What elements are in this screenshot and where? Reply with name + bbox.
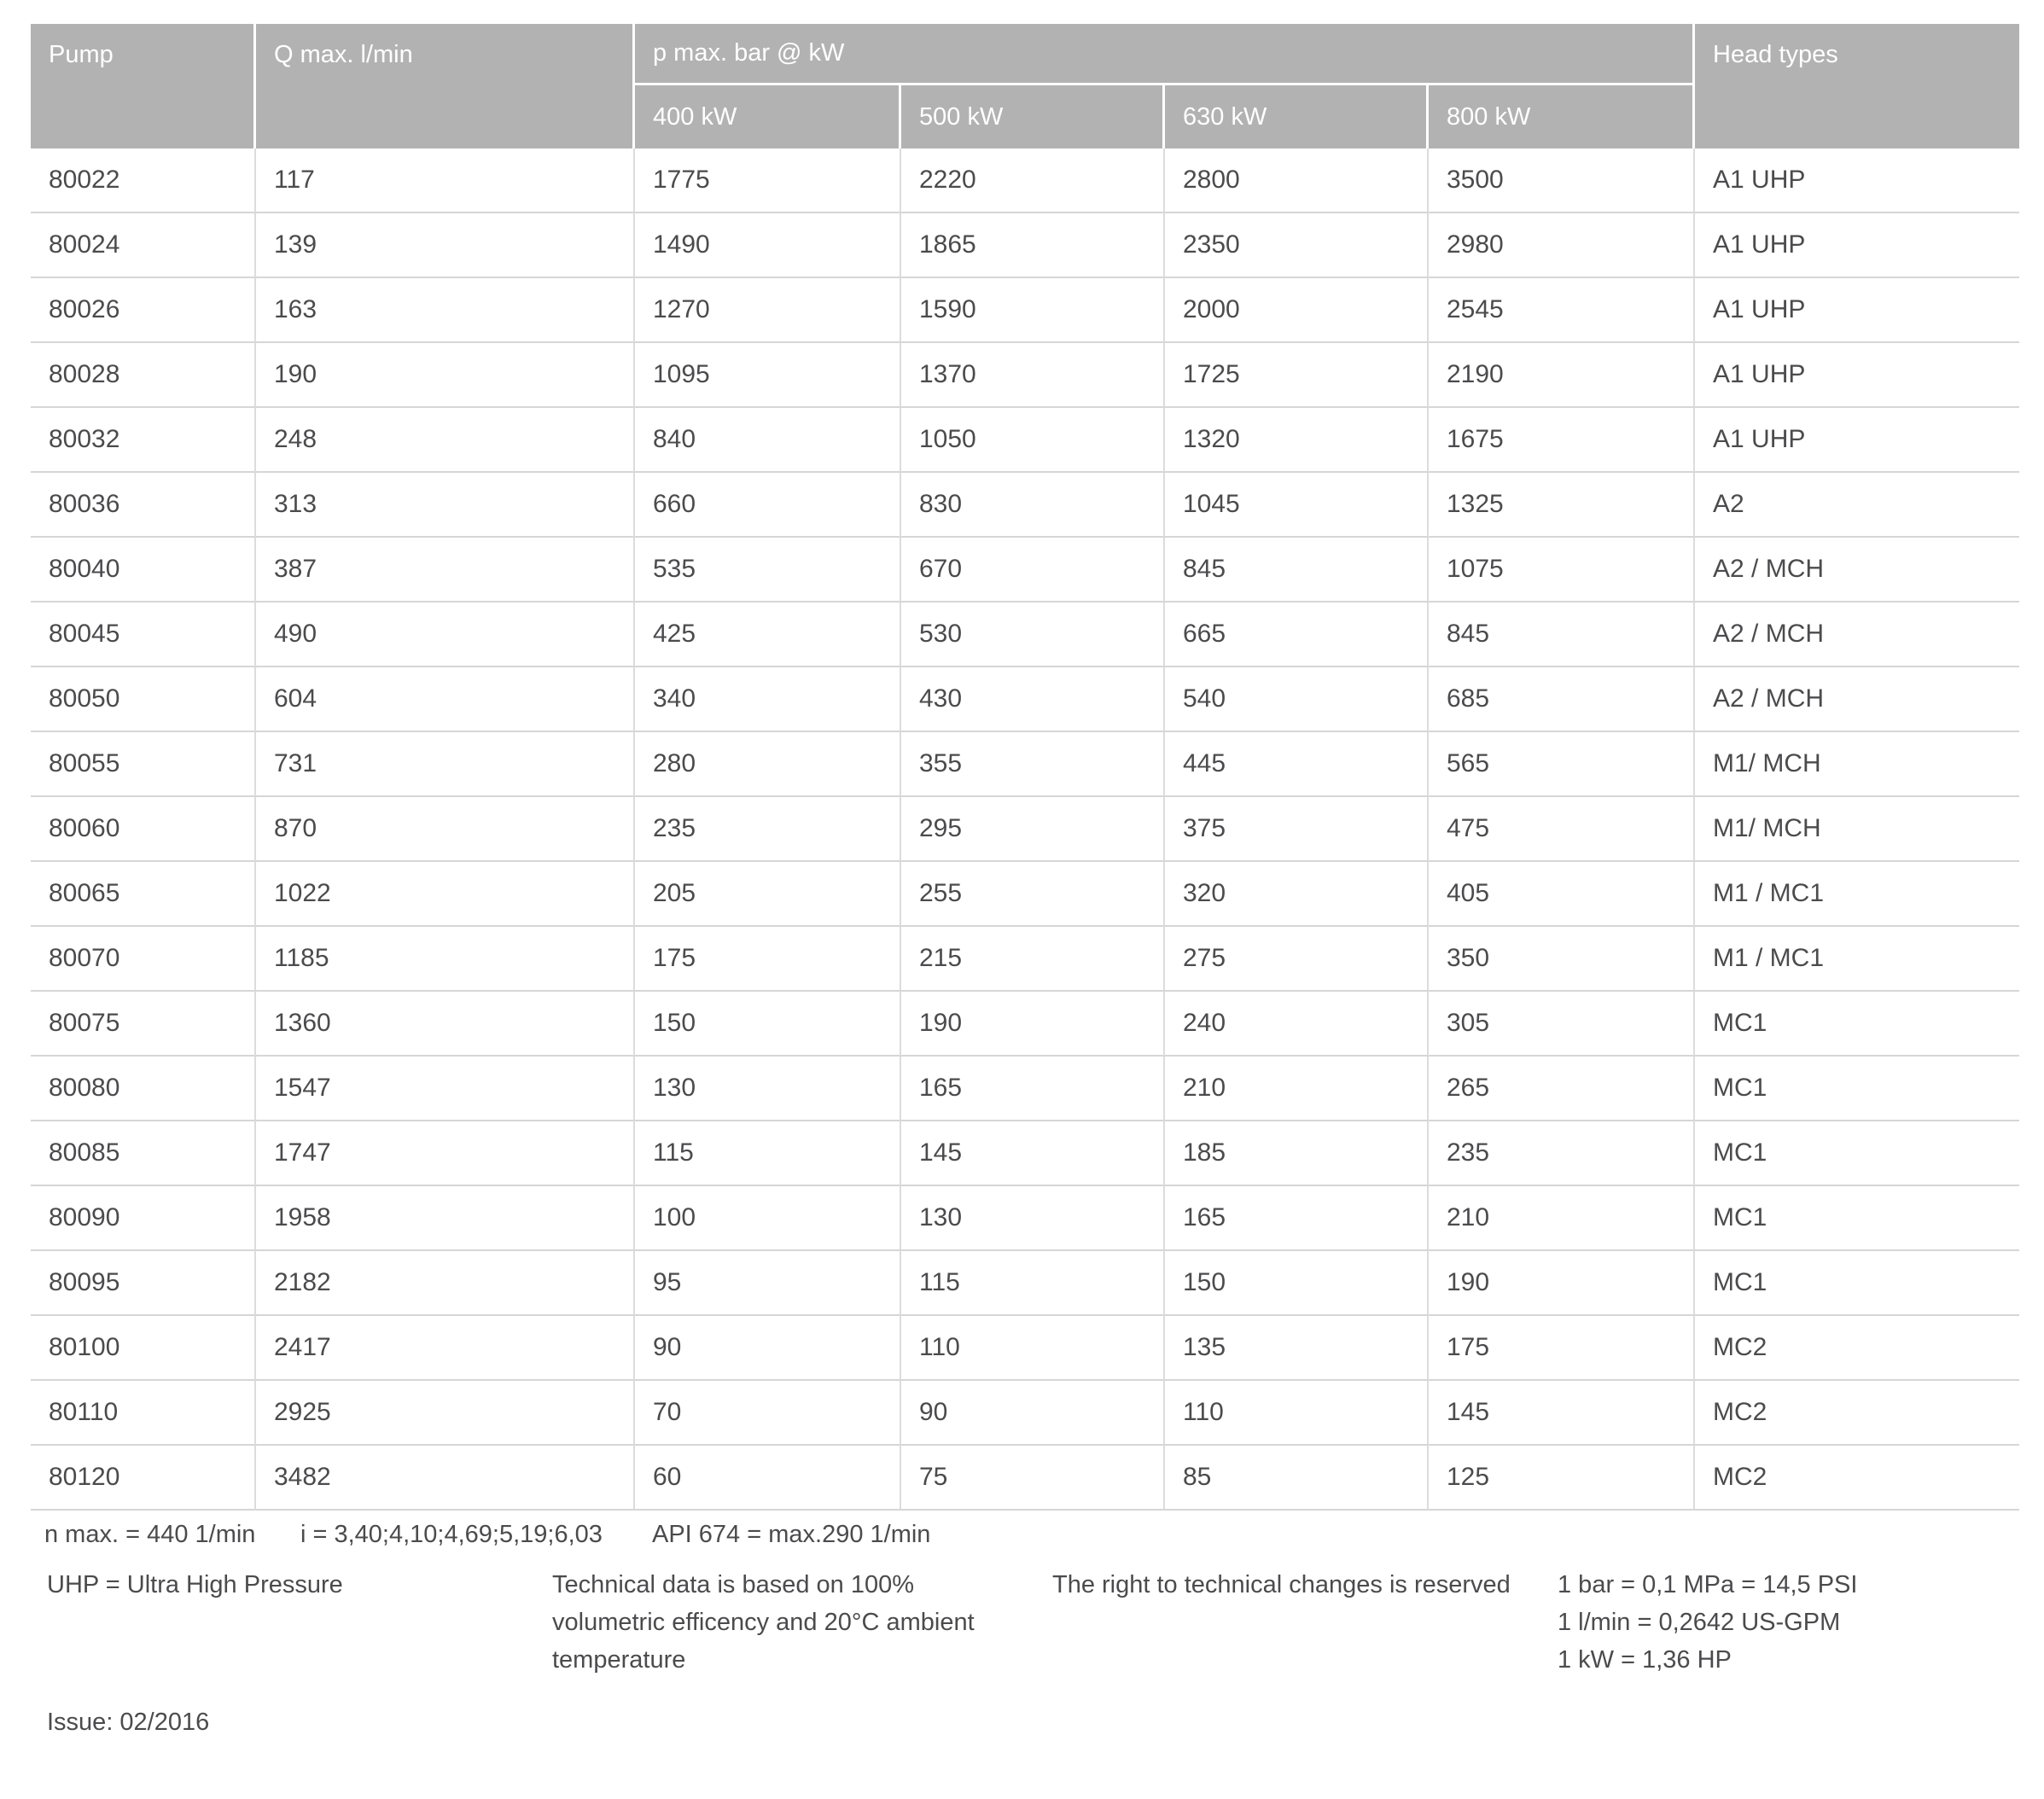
cell-pump: 80085	[31, 1121, 256, 1186]
cell-p630: 135	[1165, 1316, 1429, 1381]
cell-p500: 190	[901, 992, 1165, 1057]
cell-p800: 3500	[1429, 148, 1695, 213]
cell-pump: 80100	[31, 1316, 256, 1381]
cell-p800: 1075	[1429, 538, 1695, 603]
cell-pump: 80065	[31, 862, 256, 927]
cell-p500: 1865	[901, 213, 1165, 278]
cell-pump: 80075	[31, 992, 256, 1057]
cell-p500: 830	[901, 473, 1165, 538]
cell-p800: 1325	[1429, 473, 1695, 538]
cell-p630: 240	[1165, 992, 1429, 1057]
conversion-kw: 1 kW = 1,36 HP	[1558, 1646, 1732, 1674]
cell-q: 163	[256, 278, 635, 343]
cell-p400: 1490	[635, 213, 901, 278]
cell-p500: 430	[901, 667, 1165, 732]
footnote-technical: Technical data is based on 100% volumetric efficency and 20°C ambient temperature	[552, 1571, 975, 1674]
cell-p400: 60	[635, 1446, 901, 1511]
cell-q: 313	[256, 473, 635, 538]
cell-p630: 210	[1165, 1057, 1429, 1121]
table-row	[31, 148, 2019, 213]
column-header-500kw: 500 kW	[901, 85, 1165, 148]
cell-p800: 565	[1429, 732, 1695, 797]
cell-q: 117	[256, 148, 635, 213]
cell-p400: 90	[635, 1316, 901, 1381]
cell-p630: 150	[1165, 1251, 1429, 1316]
cell-head: A1 UHP	[1695, 213, 2019, 278]
table-header	[31, 24, 2019, 148]
cell-p800: 305	[1429, 992, 1695, 1057]
footnote-api-674: API 674 = max.290 1/min	[652, 1521, 931, 1548]
cell-p500: 115	[901, 1251, 1165, 1316]
cell-p500: 215	[901, 927, 1165, 992]
cell-p400: 1095	[635, 343, 901, 408]
table-row	[31, 408, 2019, 473]
cell-q: 3482	[256, 1446, 635, 1511]
cell-head: MC1	[1695, 1186, 2019, 1251]
cell-p800: 235	[1429, 1121, 1695, 1186]
cell-p500: 165	[901, 1057, 1165, 1121]
cell-p630: 185	[1165, 1121, 1429, 1186]
cell-p630: 85	[1165, 1446, 1429, 1511]
cell-p800: 350	[1429, 927, 1695, 992]
column-header-630kw: 630 kW	[1165, 85, 1429, 148]
cell-pump: 80090	[31, 1186, 256, 1251]
table-row	[31, 667, 2019, 732]
cell-p400: 100	[635, 1186, 901, 1251]
cell-q: 139	[256, 213, 635, 278]
cell-p400: 235	[635, 797, 901, 862]
cell-p400: 535	[635, 538, 901, 603]
cell-head: A1 UHP	[1695, 278, 2019, 343]
cell-pump: 80036	[31, 473, 256, 538]
cell-p800: 475	[1429, 797, 1695, 862]
cell-q: 2417	[256, 1316, 635, 1381]
footnote-rights: The right to technical changes is reserved	[1052, 1571, 1511, 1598]
cell-p500: 90	[901, 1381, 1165, 1446]
cell-pump: 80095	[31, 1251, 256, 1316]
cell-p400: 840	[635, 408, 901, 473]
cell-p630: 165	[1165, 1186, 1429, 1251]
table-row	[31, 213, 2019, 278]
table-row	[31, 1381, 2019, 1446]
cell-p500: 75	[901, 1446, 1165, 1511]
cell-pump: 80024	[31, 213, 256, 278]
cell-pump: 80060	[31, 797, 256, 862]
table-row	[31, 927, 2019, 992]
cell-p630: 1045	[1165, 473, 1429, 538]
cell-p800: 145	[1429, 1381, 1695, 1446]
table-row	[31, 992, 2019, 1057]
cell-q: 1022	[256, 862, 635, 927]
cell-head: M1/ MCH	[1695, 797, 2019, 862]
cell-q: 1185	[256, 927, 635, 992]
cell-q: 731	[256, 732, 635, 797]
cell-pump: 80070	[31, 927, 256, 992]
cell-p400: 70	[635, 1381, 901, 1446]
cell-q: 190	[256, 343, 635, 408]
conversion-lmin: 1 l/min = 0,2642 US-GPM	[1558, 1609, 1841, 1636]
cell-p630: 2800	[1165, 148, 1429, 213]
cell-head: M1/ MCH	[1695, 732, 2019, 797]
cell-p400: 1270	[635, 278, 901, 343]
cell-q: 248	[256, 408, 635, 473]
cell-head: A2 / MCH	[1695, 667, 2019, 732]
cell-pump: 80055	[31, 732, 256, 797]
conversion-list	[1558, 1566, 1857, 1679]
cell-pump: 80040	[31, 538, 256, 603]
table-row	[31, 1251, 2019, 1316]
cell-pump: 80045	[31, 603, 256, 667]
footnote-issue: Issue: 02/2016	[47, 1709, 210, 1736]
cell-p800: 125	[1429, 1446, 1695, 1511]
cell-p500: 530	[901, 603, 1165, 667]
cell-head: A1 UHP	[1695, 148, 2019, 213]
column-header-pump: Pump	[31, 24, 256, 148]
cell-p500: 670	[901, 538, 1165, 603]
cell-pump: 80022	[31, 148, 256, 213]
cell-p500: 255	[901, 862, 1165, 927]
cell-p800: 845	[1429, 603, 1695, 667]
column-header-pmax-group: p max. bar @ kW	[635, 24, 1695, 85]
cell-p630: 1320	[1165, 408, 1429, 473]
cell-p800: 2545	[1429, 278, 1695, 343]
column-header-800kw: 800 kW	[1429, 85, 1695, 148]
table-row	[31, 797, 2019, 862]
cell-q: 1747	[256, 1121, 635, 1186]
table-row	[31, 278, 2019, 343]
cell-q: 604	[256, 667, 635, 732]
table-row	[31, 1057, 2019, 1121]
cell-p500: 1590	[901, 278, 1165, 343]
cell-p400: 115	[635, 1121, 901, 1186]
cell-head: MC1	[1695, 992, 2019, 1057]
cell-head: M1 / MC1	[1695, 862, 2019, 927]
cell-pump: 80110	[31, 1381, 256, 1446]
table-row	[31, 1121, 2019, 1186]
cell-p500: 355	[901, 732, 1165, 797]
cell-q: 1547	[256, 1057, 635, 1121]
cell-p400: 150	[635, 992, 901, 1057]
cell-pump: 80028	[31, 343, 256, 408]
cell-p800: 175	[1429, 1316, 1695, 1381]
table-row	[31, 1186, 2019, 1251]
cell-head: M1 / MC1	[1695, 927, 2019, 992]
cell-head: MC1	[1695, 1057, 2019, 1121]
cell-pump: 80080	[31, 1057, 256, 1121]
column-header-qmax: Q max. l/min	[256, 24, 635, 148]
cell-head: A2	[1695, 473, 2019, 538]
cell-p630: 320	[1165, 862, 1429, 927]
cell-p800: 265	[1429, 1057, 1695, 1121]
table-row	[31, 732, 2019, 797]
cell-head: A1 UHP	[1695, 408, 2019, 473]
cell-p630: 2350	[1165, 213, 1429, 278]
cell-p630: 375	[1165, 797, 1429, 862]
cell-p400: 175	[635, 927, 901, 992]
cell-p500: 1050	[901, 408, 1165, 473]
table-row	[31, 1446, 2019, 1511]
cell-p800: 210	[1429, 1186, 1695, 1251]
cell-p630: 665	[1165, 603, 1429, 667]
cell-p500: 295	[901, 797, 1165, 862]
conversion-bar: 1 bar = 0,1 MPa = 14,5 PSI	[1558, 1571, 1858, 1598]
cell-p800: 685	[1429, 667, 1695, 732]
cell-p630: 845	[1165, 538, 1429, 603]
table-row	[31, 862, 2019, 927]
cell-p400: 1775	[635, 148, 901, 213]
cell-head: A2 / MCH	[1695, 603, 2019, 667]
cell-p800: 1675	[1429, 408, 1695, 473]
cell-head: MC1	[1695, 1251, 2019, 1316]
cell-p630: 445	[1165, 732, 1429, 797]
table-row	[31, 473, 2019, 538]
cell-p800: 405	[1429, 862, 1695, 927]
cell-head: MC1	[1695, 1121, 2019, 1186]
cell-head: A1 UHP	[1695, 343, 2019, 408]
cell-q: 1360	[256, 992, 635, 1057]
cell-p800: 190	[1429, 1251, 1695, 1316]
cell-head: MC2	[1695, 1381, 2019, 1446]
table-row	[31, 343, 2019, 408]
cell-head: MC2	[1695, 1316, 2019, 1381]
cell-p500: 110	[901, 1316, 1165, 1381]
cell-q: 2925	[256, 1381, 635, 1446]
table-row	[31, 603, 2019, 667]
cell-q: 870	[256, 797, 635, 862]
cell-p400: 280	[635, 732, 901, 797]
table-body	[31, 148, 2019, 1511]
cell-p400: 425	[635, 603, 901, 667]
cell-p400: 95	[635, 1251, 901, 1316]
table-row	[31, 538, 2019, 603]
cell-p500: 1370	[901, 343, 1165, 408]
cell-head: MC2	[1695, 1446, 2019, 1511]
footnote-uhp: UHP = Ultra High Pressure	[47, 1571, 343, 1598]
cell-p500: 145	[901, 1121, 1165, 1186]
cell-pump: 80032	[31, 408, 256, 473]
pump-spec-table	[31, 24, 2019, 1511]
cell-p800: 2190	[1429, 343, 1695, 408]
cell-p400: 205	[635, 862, 901, 927]
cell-p500: 2220	[901, 148, 1165, 213]
footnote-i-ratios: i = 3,40;4,10;4,69;5,19;6,03	[300, 1521, 603, 1548]
cell-p800: 2980	[1429, 213, 1695, 278]
cell-p400: 130	[635, 1057, 901, 1121]
cell-p630: 540	[1165, 667, 1429, 732]
cell-p630: 1725	[1165, 343, 1429, 408]
cell-pump: 80050	[31, 667, 256, 732]
table-row	[31, 1316, 2019, 1381]
cell-pump: 80120	[31, 1446, 256, 1511]
footnote-n-max: n max. = 440 1/min	[44, 1521, 256, 1548]
cell-pump: 80026	[31, 278, 256, 343]
cell-q: 490	[256, 603, 635, 667]
cell-head: A2 / MCH	[1695, 538, 2019, 603]
cell-q: 387	[256, 538, 635, 603]
cell-p630: 2000	[1165, 278, 1429, 343]
cell-p630: 275	[1165, 927, 1429, 992]
column-header-head-types: Head types	[1695, 24, 2019, 148]
cell-p630: 110	[1165, 1381, 1429, 1446]
cell-q: 2182	[256, 1251, 635, 1316]
cell-p500: 130	[901, 1186, 1165, 1251]
cell-p400: 660	[635, 473, 901, 538]
cell-q: 1958	[256, 1186, 635, 1251]
cell-p400: 340	[635, 667, 901, 732]
column-header-400kw: 400 kW	[635, 85, 901, 148]
